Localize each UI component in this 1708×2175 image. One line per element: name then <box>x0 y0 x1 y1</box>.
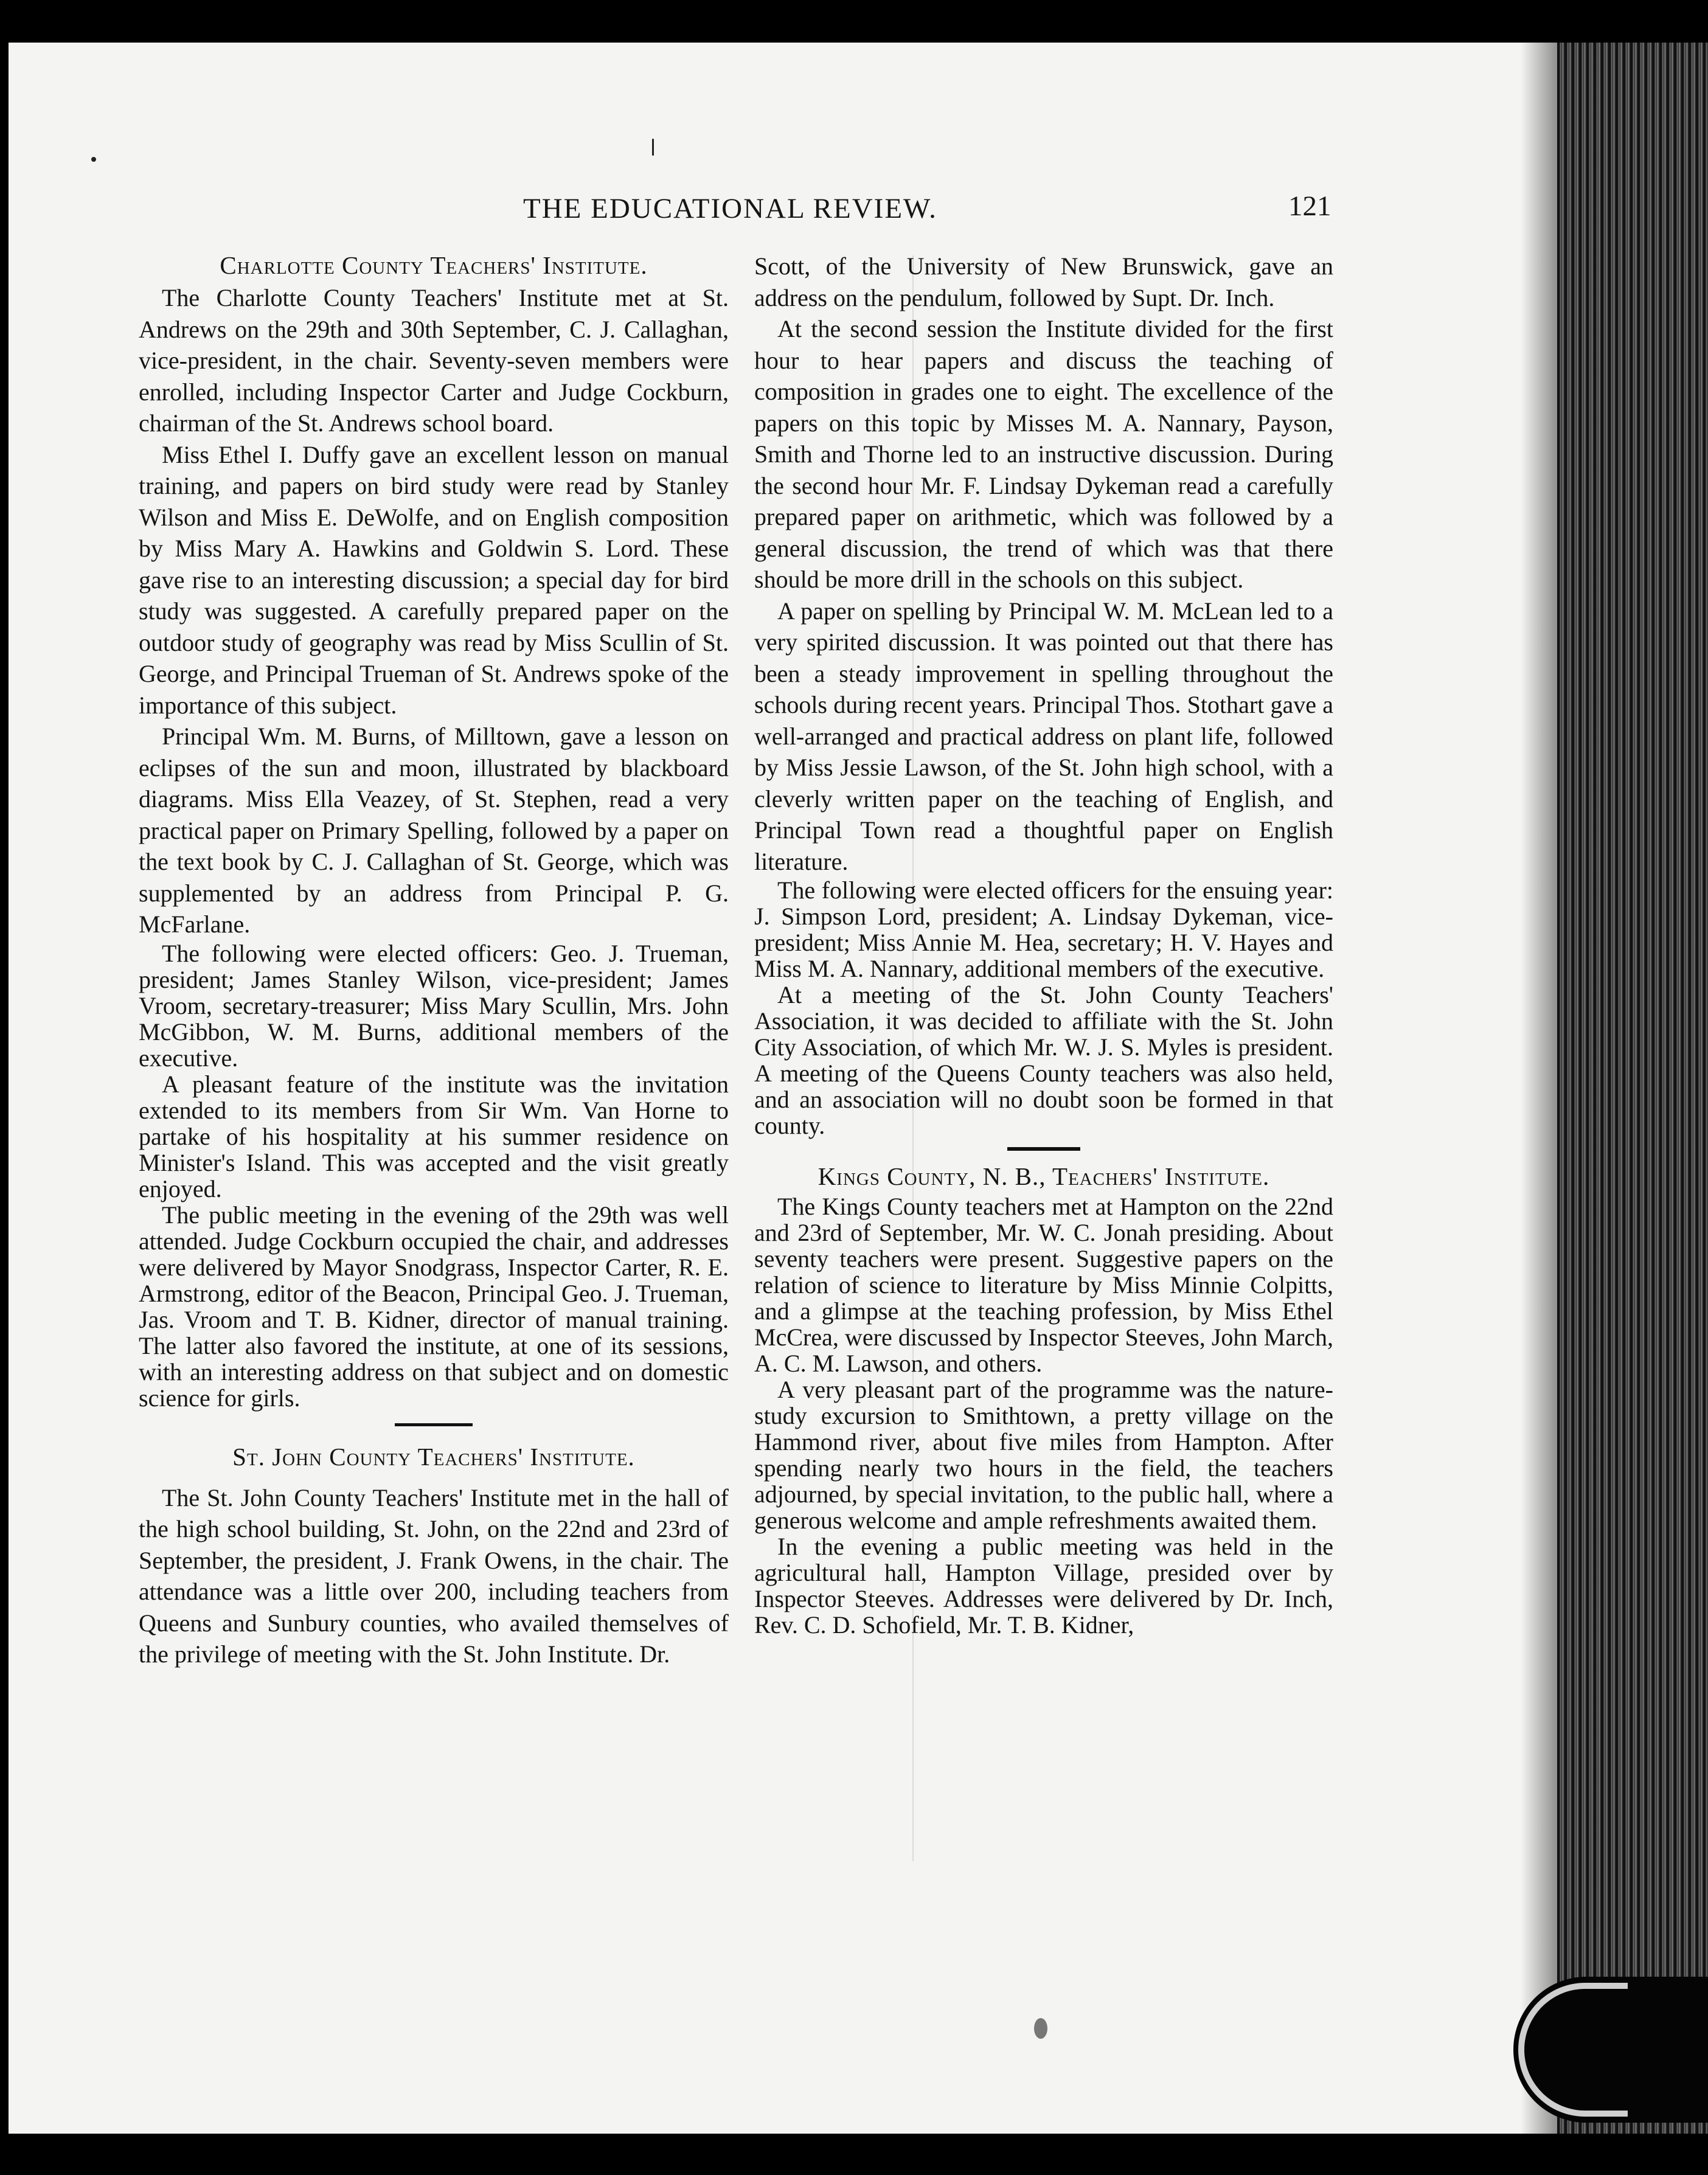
paragraph: The Charlotte County Teachers' Institute met at St. Andrews on the 29th and 30th September, C. J. Callaghan, vice-president, in the chair. Seventy-seven members were enrolled, including Inspector Carter and Judge Cockburn, chairman of the St. Andrews school board. <box>139 284 729 437</box>
scan-border-top <box>0 0 1708 43</box>
paragraph: In the evening a public meeting was held in the agricultural hall, Hampton Village, presided over by Inspector Steeves. Addresses were delivered by Dr. Inch, Rev. C. D. Schofield, Mr. T. B. Kidner, <box>754 1533 1333 1639</box>
paragraph: The St. John County Teachers' Institute met in the hall of the high school building, St. John, on the 22nd and 23rd of September, the president, J. Frank Owens, in the chair. The attendance was a little over 200, including teachers from Queens and Sunbury counties, who availed themselves of the privilege of meeting with the St. John Institute. Dr. <box>139 1483 729 1668</box>
ink-speck <box>1034 2018 1047 2039</box>
paragraph: At the second session the Institute divided for the first hour to hear papers and discuss the teaching of composition in grades one to eight. The excellence of the papers on this topic by Misses M. A. Nannary, Payson, Smith and Thorne led to an instructive discussion. During the second hour Mr. F. Lindsay Dykeman read a carefully prepared paper on arithmetic, which was followed by a general discussion, the trend of which was that there should be more drill in the schools on this subject. <box>754 315 1333 593</box>
section-heading-st-john: St. John County Teachers' Institute. <box>232 1442 635 1471</box>
paragraph: The Kings County teachers met at Hampton on the 22nd and 23rd of September, Mr. W. C. Jonah presiding. About seventy teachers were present. Suggestive papers on the relation of science to literature by Miss Minnie Colpitts, and a glimpse at the teaching profession, by Miss Ethel McCrea, were discussed by Inspector Steeves, John March, A. C. M. Lawson, and others. <box>754 1193 1333 1377</box>
section-heading-charlotte: Charlotte County Teachers' Institute. <box>220 251 648 279</box>
book-page-edges <box>1557 43 1708 2134</box>
running-title: THE EDUCATIONAL REVIEW. <box>523 193 937 224</box>
paragraph: Miss Ethel I. Duffy gave an excellent lesson on manual training, and papers on bird study were read by Stanley Wilson and Miss E. DeWolfe, and on English composition by Miss Mary A. Hawkins and Goldwin S. Lord. These gave rise to an interesting discussion; a special day for bird study was suggested. A carefully prepared paper on the outdoor study of geography was read by Miss Scullin of St. George, and Principal Trueman of St. Andrews spoke of the importance of this subject. <box>139 440 729 719</box>
page-number: 121 <box>1288 190 1331 222</box>
paragraph: A very pleasant part of the programme was the nature-study excursion to Smithtown, a pretty village on the Hammond river, about five miles from Hampton. After spending nearly two hours in the field, the teachers adjourned, by special invitation, to the public hall, where a generous welcome and ample refreshments awaited them. <box>754 1376 1333 1534</box>
ink-speck <box>91 157 96 162</box>
section-separator <box>1007 1147 1080 1151</box>
paragraph: A pleasant feature of the institute was the invitation extended to its members from Sir Wm. Van Horne to partake of his hospitality at his summer residence on Minister's Island. This was accepted and the visit greatly enjoyed. <box>139 1070 729 1202</box>
paragraph: The public meeting in the evening of the 29th was well attended. Judge Cockburn occupied the chair, and addresses were delivered by Mayor Snodgrass, Inspector Carter, R. E. Armstrong, editor of the Beacon, Principal Geo. J. Trueman, Jas. Vroom and T. B. Kidner, director of manual training. The latter also favored the institute, at one of its sessions, with an interesting address on that subject and on domestic science for girls. <box>139 1201 729 1412</box>
paragraph: Scott, of the University of New Brunswick, gave an address on the pendulum, followed by Supt. Dr. Inch. <box>754 252 1333 311</box>
right-column <box>754 251 1333 1638</box>
ink-speck <box>652 139 654 156</box>
paragraph: Principal Wm. M. Burns, of Milltown, gave a lesson on eclipses of the sun and moon, illustrated by blackboard diagrams. Miss Ella Veazey, of St. Stephen, read a very practical paper on Primary Spelling, followed by a paper on the text book by C. J. Callaghan of St. George, which was supplemented by an address from Principal P. G. McFarlane. <box>139 723 729 938</box>
scan-border-left <box>0 0 9 2175</box>
section-separator <box>395 1423 473 1426</box>
paragraph: A paper on spelling by Principal W. M. McLean led to a very spirited discussion. It was pointed out that there has been a steady improvement in spelling throughout the schools during recent years. Principal Thos. Stothart gave a well-arranged and practical address on plant life, followed by Miss Jessie Lawson, of the St. John high school, with a cleverly written paper on the teaching of English, and Principal Town read a thoughtful paper on English literature. <box>754 597 1333 875</box>
left-column <box>139 248 729 1670</box>
section-heading-kings: Kings County, N. B., Teachers' Institute. <box>818 1162 1270 1190</box>
paragraph: The following were elected officers for the ensuing year: J. Simpson Lord, president; A. Lindsay Dykeman, vice-president; Miss Annie M. Hea, secretary; H. V. Hayes and Miss M. A. Nannary, additional members of the executive. <box>754 876 1333 982</box>
scan-border-bottom <box>0 2134 1708 2175</box>
paragraph: At a meeting of the St. John County Teachers' Association, it was decided to affiliate with the St. John City Association, of which Mr. W. J. S. Myles is president. A meeting of the Queens County teachers was also held, and an association will no doubt soon be formed in that county. <box>754 981 1333 1139</box>
paragraph: The following were elected officers: Geo. J. Trueman, president; James Stanley Wilson, vice-president; James Vroom, secretary-treasurer; Miss Mary Scullin, Mrs. John McGibbon, W. M. Burns, additional members of the executive. <box>139 939 729 1072</box>
